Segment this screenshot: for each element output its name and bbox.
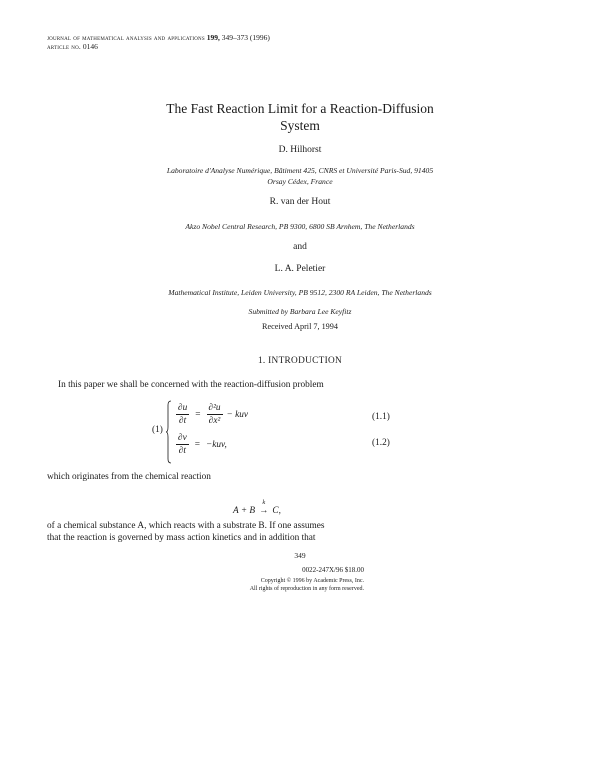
product: C, (272, 506, 281, 516)
denominator: ∂t (178, 446, 186, 456)
left-brace (166, 400, 172, 464)
author-affiliation (0, 287, 600, 298)
article-number: 0146 (82, 42, 98, 51)
fraction (176, 432, 189, 457)
paper-title (0, 100, 600, 134)
body-text: which originates from the chemical reaction (47, 472, 211, 482)
intro-paragraph: In this paper we shall be concerned with the reaction-diffusion problem (58, 380, 324, 390)
system-label: (1) (152, 425, 163, 435)
section-heading: 1. INTRODUCTION (257, 356, 343, 366)
received-date: Received April 7, 1994 (262, 322, 338, 331)
fraction (207, 402, 223, 427)
affiliation-line: Laboratoire d'Analyse Numérique, Bâtiment 425, CNRS et Université Paris-Sud, 91405 (166, 166, 434, 175)
numerator: ∂²u (208, 403, 221, 413)
reactants: A + B (233, 506, 256, 516)
footer-code: 0022-247X/96 $18.00 (302, 566, 364, 574)
article-number-line (47, 42, 98, 51)
equation-1 (176, 402, 248, 427)
author-name: D. Hilhorst (278, 145, 322, 155)
author-affiliation (0, 165, 600, 187)
affiliation-line: Akzo Nobel Central Research, PB 9300, 6800 SB Arnhem, The Netherlands (185, 222, 415, 231)
article-label: article no. (47, 42, 81, 51)
author-name: R. van der Hout (269, 197, 331, 207)
footer-copyright: Copyright © 1996 by Academic Press, Inc. (260, 578, 364, 584)
equation-tag: (1.1) (372, 412, 390, 422)
equation-2 (176, 432, 227, 457)
body-text: of a chemical substance A, which reacts with a substrate B. If one assumes (47, 521, 325, 531)
body-text: that the reaction is governed by mass action kinetics and in addition that (47, 533, 316, 543)
footer-rights: All rights of reproduction in any form reserved. (249, 586, 364, 592)
journal-volume: 199, (206, 33, 220, 42)
submitted-by: Submitted by Barbara Lee Keyfitz (248, 307, 352, 316)
journal-header (47, 33, 270, 42)
equals-sign: = (195, 409, 201, 420)
equation-tag: (1.2) (372, 438, 390, 448)
page-number: 349 (294, 551, 306, 560)
left-brace-icon (166, 400, 172, 464)
author-name: L. A. Peletier (274, 264, 326, 274)
equals-sign: = (194, 439, 200, 450)
author-affiliation (0, 221, 600, 232)
rate-constant: k (262, 499, 266, 506)
affiliation-line: Mathematical Institute, Leiden University, PB 9512, 2300 RA Leiden, The Netherlands (168, 288, 432, 297)
denominator: ∂x² (208, 416, 221, 426)
right-arrow-icon: → (259, 506, 269, 516)
denominator: ∂t (179, 416, 187, 426)
equation-term: −kuv, (205, 439, 227, 450)
title-line-2: System (280, 118, 320, 133)
numerator: ∂v (178, 433, 187, 443)
numerator: ∂u (178, 403, 188, 413)
reaction-arrow (259, 499, 268, 516)
fraction (176, 402, 189, 427)
affiliation-line: Orsay Cédex, France (267, 177, 333, 186)
and-separator: and (293, 242, 307, 252)
title-line-1: The Fast Reaction Limit for a Reaction-Diffusion (166, 101, 434, 116)
chemical-reaction (233, 499, 281, 516)
equation-term: − kuv (226, 409, 249, 420)
journal-pages-year: 349–373 (1996) (221, 33, 270, 42)
journal-name: journal of mathematical analysis and applications (47, 33, 205, 42)
